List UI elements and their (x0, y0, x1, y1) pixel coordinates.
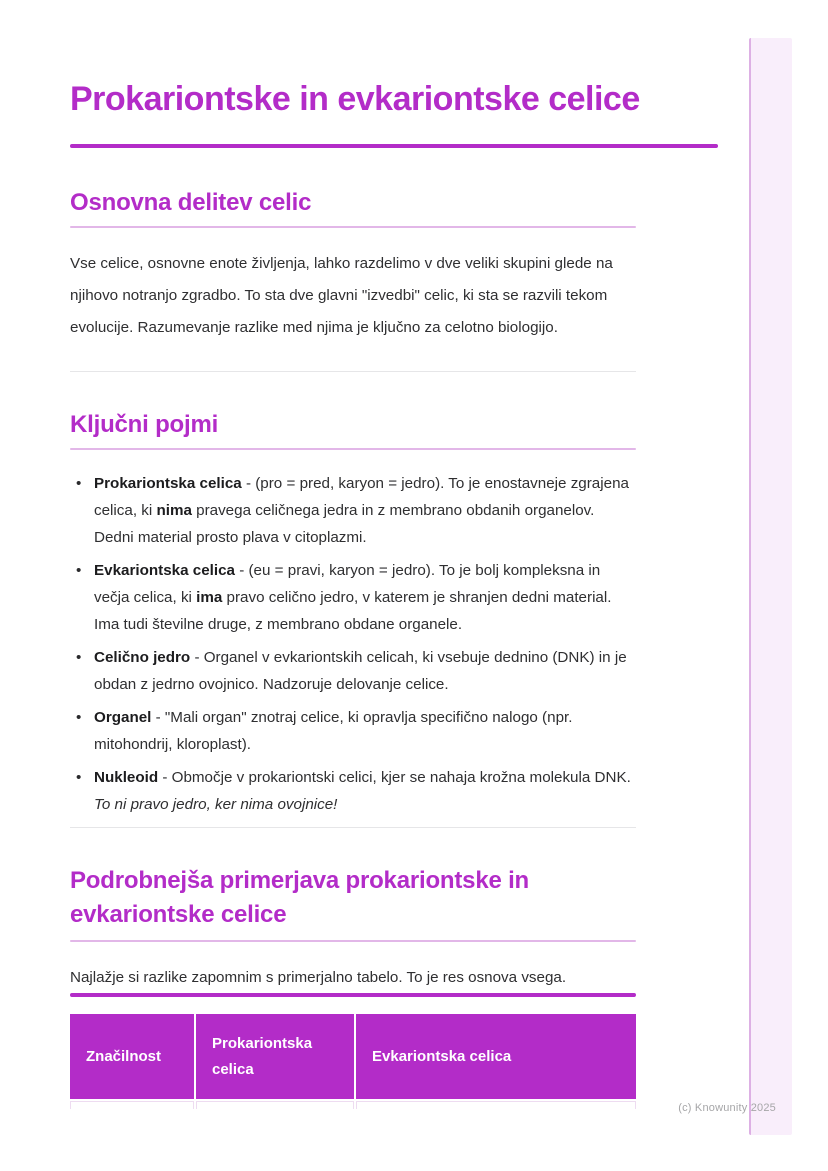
list-item (70, 764, 636, 818)
table-cell (196, 1101, 354, 1109)
list-item (70, 470, 636, 551)
heading-underline-basic (70, 226, 636, 228)
term-name: Nukleoid (94, 769, 159, 786)
copyright-watermark: (c) Knowunity 2025 (678, 1102, 776, 1114)
term-text: pravo celično jedro, v katerem je shranjen dedni material. Ima tudi številne druge, z membrano obdane organele. (94, 589, 612, 633)
list-item (70, 557, 636, 638)
term-note-italic: To ni pravo jedro, ker nima ovojnice! (94, 796, 338, 813)
terms-list (70, 470, 636, 818)
term-text: pravega celičnega jedra in z membrano obdanih organelov. Dedni material prosto plava v citoplazmi. (94, 502, 595, 546)
term-text: - (pro = pred, karyon = jedro). To je enostavneje zgrajena celica, ki (94, 475, 629, 519)
table-header-cell: Značilnost (70, 1014, 194, 1099)
section-heading-basic: Osnovna delitev celic (70, 189, 312, 216)
term-text: - Organel v evkariontskih celicah, ki vsebuje dednino (DNK) in je obdan z jedrno ovojnico. Nadzoruje delovanje celice. (94, 649, 627, 693)
term-text: - "Mali organ" znotraj celice, ki opravlja specifično nalogo (npr. mitohondrij, kloroplast). (94, 709, 573, 753)
paragraph-basic: Vse celice, osnovne enote življenja, lahko razdelimo v dve veliki skupini glede na njihovo notranjo zgradbo. To sta dve glavni "izvedbi" celic, ki sta se razvili tekom evolucije. Razumevanje razlike med njima je ključno za celotno biologijo. (70, 255, 613, 336)
right-accent-stripe (749, 38, 792, 1135)
table-row (70, 1101, 636, 1109)
title-rule (70, 144, 718, 148)
table-top-border (70, 993, 636, 997)
table-header-cell: Evkariontska celica (356, 1014, 636, 1099)
term-name: Celično jedro (94, 649, 191, 666)
heading-underline-comparison (70, 940, 636, 942)
list-item (70, 704, 636, 758)
term-name: Prokariontska celica (94, 475, 242, 492)
document-content (70, 0, 640, 1109)
paragraph-comparison: Najlažje si razlike zapomnim s primerjalno tabelo. To je res osnova vsega. (70, 969, 567, 986)
section-heading-comparison: Podrobnejša primerjava prokariontske in evkariontske celice (70, 867, 530, 928)
section-divider-1 (70, 371, 636, 372)
list-item (70, 644, 636, 698)
heading-underline-terms (70, 448, 636, 450)
term-emphasis: nima (156, 502, 192, 519)
section-heading-terms: Ključni pojmi (70, 411, 219, 438)
table-header-cell: Prokariontska celica (196, 1014, 354, 1099)
table-cell (356, 1101, 636, 1109)
term-text: - (eu = pravi, karyon = jedro). To je bolj kompleksna in večja celica, ki (94, 562, 601, 606)
term-name: Organel (94, 709, 152, 726)
term-text: - Območje v prokariontski celici, kjer se nahaja krožna molekula DNK. (158, 769, 631, 786)
term-name: Evkariontska celica (94, 562, 235, 579)
section-divider-2 (70, 827, 636, 828)
comparison-table-header (70, 1014, 636, 1099)
page-title: Prokariontske in evkariontske celice (70, 80, 640, 118)
table-cell (70, 1101, 194, 1109)
term-emphasis: ima (196, 589, 223, 606)
